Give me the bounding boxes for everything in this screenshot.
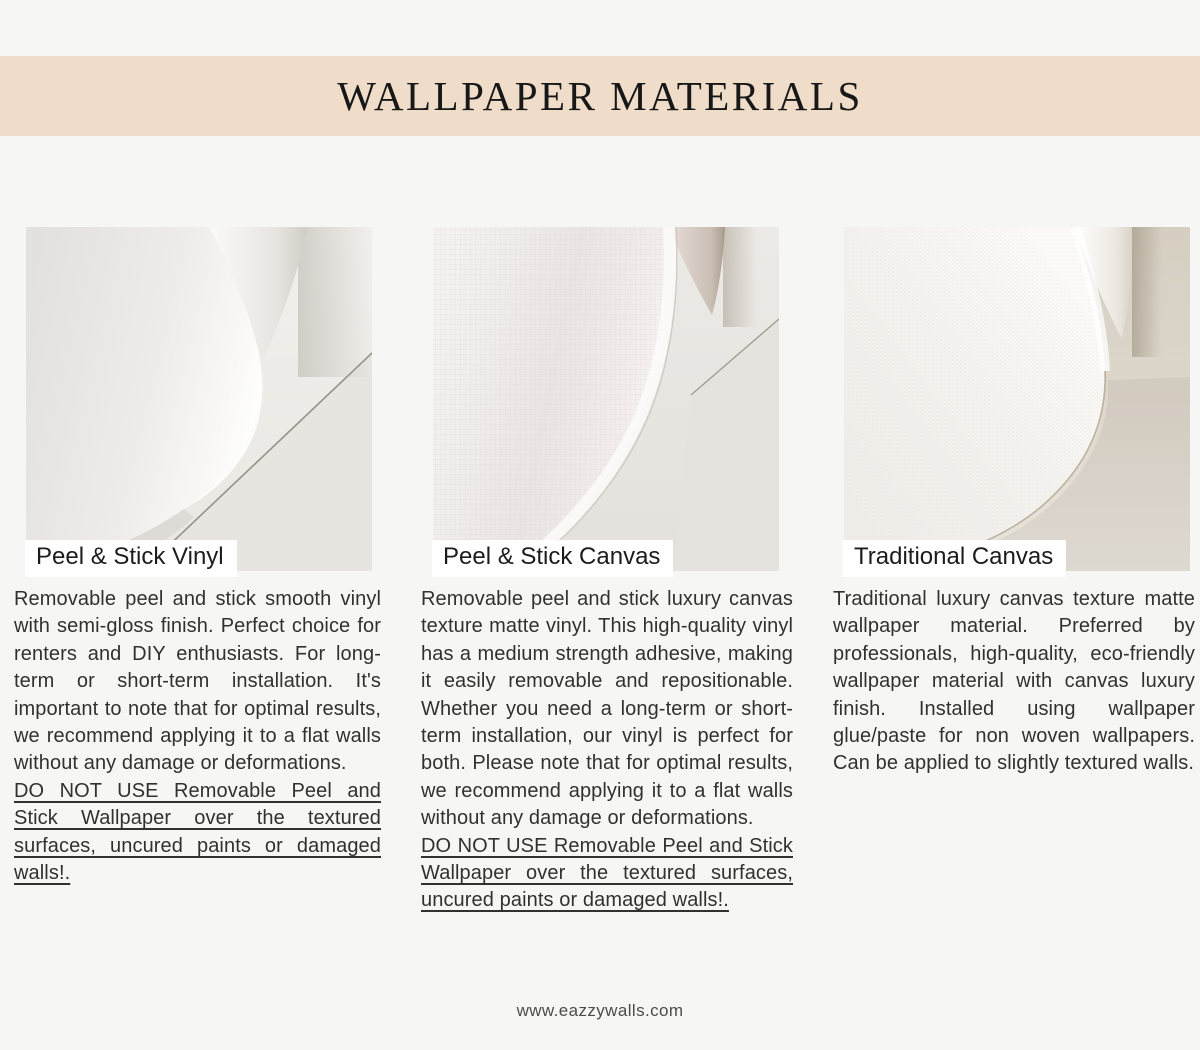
material-warning: DO NOT USE Removable Peel and Stick Wallpaper over the textured surfaces, uncured paints or damaged walls!. [14,779,381,885]
page-title: WALLPAPER MATERIALS [337,73,863,119]
material-card-peel-stick-canvas [421,227,793,915]
material-label: Peel & Stick Canvas [432,540,673,577]
material-description: Traditional luxury canvas texture matte wallpaper material. Preferred by professionals, high-quality, eco-friendly wallpaper material with canvas luxury finish. Installed using wallpaper glue/paste for non woven wallpapers. Can be applied to slightly textured walls. [833,588,1195,775]
material-photo-canvas-vinyl [433,227,779,571]
material-label: Traditional Canvas [843,540,1066,577]
material-card-traditional-canvas [833,227,1195,915]
material-photo-traditional-canvas [844,227,1190,571]
curled-traditional-canvas-sheet-illustration [844,227,1190,571]
footer [0,1001,1200,1021]
material-label: Peel & Stick Vinyl [25,540,237,577]
website-url: www.eazzywalls.com [516,1001,684,1020]
materials-columns [14,227,1195,915]
curled-canvas-vinyl-sheet-illustration [433,227,779,571]
material-description: Removable peel and stick smooth vinyl with semi-gloss finish. Perfect choice for renters and DIY enthusiasts. For long-term or short-term installation. It's important to note that for optimal results, we recommend applying it to a flat walls without any damage or deformations. [14,588,381,775]
material-card-peel-stick-vinyl [14,227,381,915]
curled-vinyl-sheet-illustration [26,227,372,571]
material-warning: DO NOT USE Removable Peel and Stick Wallpaper over the textured surfaces, uncured paints or damaged walls!. [421,834,793,912]
header-band [0,56,1200,136]
material-photo-vinyl [26,227,372,571]
material-description: Removable peel and stick luxury canvas texture matte vinyl. This high-quality vinyl has a medium strength adhesive, making it easily removable and repositionable. Whether you need a long-term or short-term installation, our vinyl is perfect for both. Please note that for optimal results, we recommend applying it to a flat walls without any damage or deformations. [421,588,793,830]
